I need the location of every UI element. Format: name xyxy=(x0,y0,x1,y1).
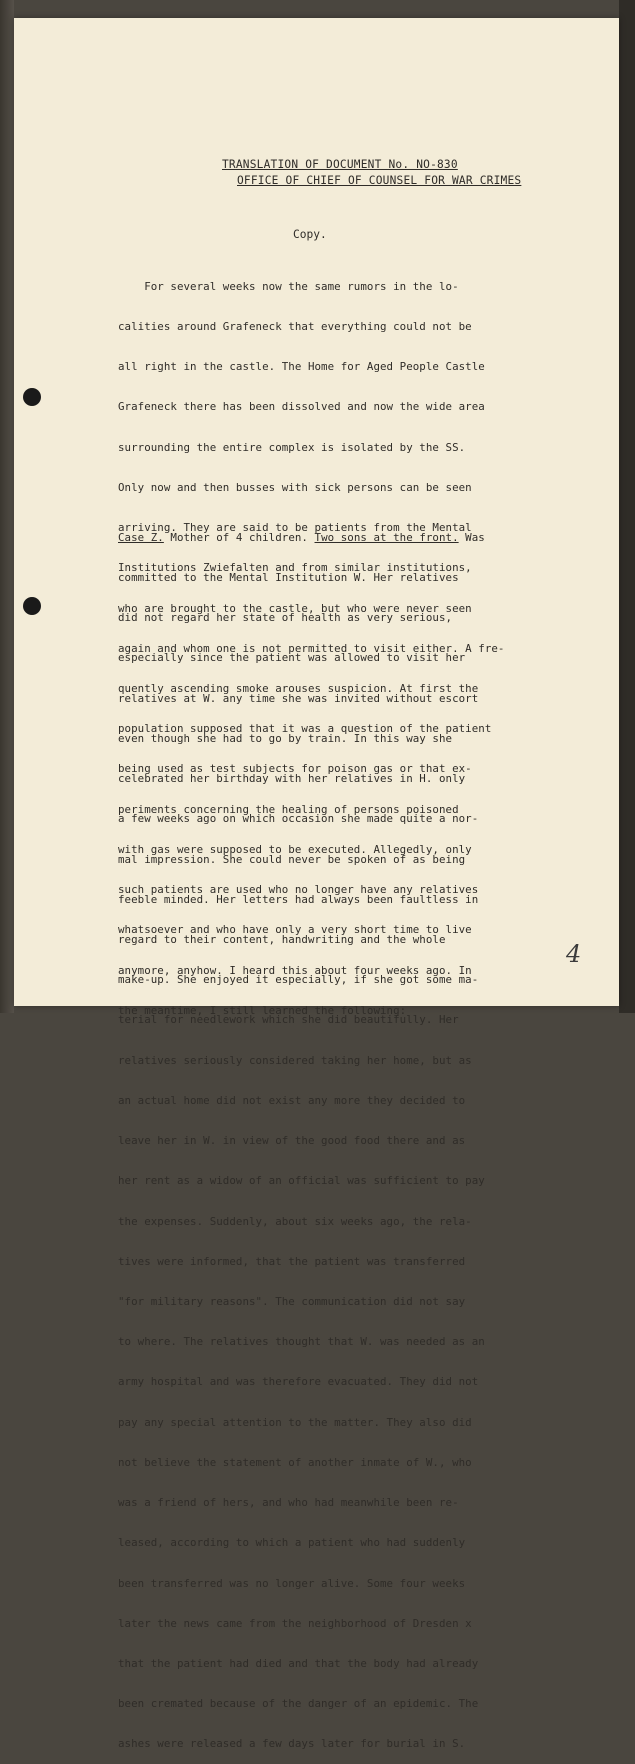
text-line: her rent as a widow of an official was sufficient to pay xyxy=(118,1174,485,1188)
header-line-1: TRANSLATION OF DOCUMENT No. NO-830 xyxy=(222,158,458,171)
text-line: the meantime, I still learned the following: xyxy=(118,1003,407,1017)
text-line: population supposed that it was a question of the patient xyxy=(118,722,492,736)
text-line: Institutions Zwiefalten and from similar institutions, xyxy=(118,561,472,575)
text-line: being used as test subjects for poison gas or that ex- xyxy=(118,762,472,776)
text-line: make-up. She enjoyed it especially, if she got some ma- xyxy=(118,973,479,987)
text-line: regard to their content, handwriting and the whole xyxy=(118,933,446,946)
case-intro-end: Was xyxy=(458,530,485,544)
text-line: all right in the castle. The Home for Aged People Castle xyxy=(118,360,485,374)
case-heading-line xyxy=(118,531,485,544)
text-line: whatsoever and who have only a very short time to live xyxy=(118,923,472,937)
text-line: later the news came from the neighborhood of Dresden x xyxy=(118,1616,472,1630)
text-line: pay any special attention to the matter. They also did xyxy=(118,1415,472,1429)
text-line: who are brought to the castle, but who were never seen xyxy=(118,601,472,615)
text-line: to where. The relatives thought that W. was needed as an xyxy=(118,1335,485,1349)
handwritten-page-number: 4 xyxy=(566,940,582,968)
text-line: Grafeneck there has been dissolved and now the wide area xyxy=(118,400,485,414)
text-line: been transferred was no longer alive. Some four weeks xyxy=(118,1576,466,1590)
punch-hole-top xyxy=(23,388,41,406)
text-line: that the patient had died and that the body had already xyxy=(118,1656,479,1670)
text-line: army hospital and was therefore evacuated. They did not xyxy=(118,1375,479,1389)
text-line: calities around Grafeneck that everything could not be xyxy=(118,320,472,334)
text-line: arriving. They are said to be patients from the Mental xyxy=(118,521,472,535)
text-line: such patients are used who no longer have any relatives xyxy=(118,883,479,897)
punch-hole-bottom xyxy=(23,597,41,615)
text-line: celebrated her birthday with her relatives in H. only xyxy=(118,772,466,786)
case-label: Case Z. xyxy=(118,530,164,544)
text-line: mal impression. She could never be spoken of as being xyxy=(118,852,466,866)
case-sons-at-front: Two sons at the front. xyxy=(314,530,459,544)
text-line: tives were informed, that the patient was transferred xyxy=(118,1254,466,1268)
text-line: a few weeks ago on which occasion she made quite a nor- xyxy=(118,812,479,826)
left-scan-edge xyxy=(0,0,14,1013)
document-header xyxy=(222,157,521,189)
text-line: an actual home did not exist any more they decided to xyxy=(118,1093,466,1107)
text-line: did not regard her state of health as very serious, xyxy=(118,611,453,625)
text-line: leased, according to which a patient who had suddenly xyxy=(118,1536,466,1550)
text-line: leave her in W. in view of the good food there and as xyxy=(118,1134,466,1148)
text-line: ashes were released a few days later for burial in S. xyxy=(118,1737,466,1751)
text-line: was a friend of hers, and who had meanwhile been re- xyxy=(118,1496,459,1510)
text-line: "for military reasons". The communication did not say xyxy=(118,1294,466,1308)
text-line: periments concerning the healing of persons poisoned xyxy=(118,802,459,816)
paragraph-2 xyxy=(118,504,485,1764)
text-line: relatives seriously considered taking her home, but as xyxy=(118,1053,472,1067)
text-line: not believe the statement of another inmate of W., who xyxy=(118,1455,472,1469)
text-line: been cremated because of the danger of an epidemic. The xyxy=(118,1697,479,1711)
text-line: For several weeks now the same rumors in the lo- xyxy=(118,279,459,293)
text-line: quently ascending smoke arouses suspicion. At first the xyxy=(118,682,479,695)
text-line: surrounding the entire complex is isolated by the SS. xyxy=(118,440,466,454)
text-line: with gas were supposed to be executed. Allegedly, only xyxy=(118,842,472,856)
header-line-2: OFFICE OF CHIEF OF COUNSEL FOR WAR CRIMES xyxy=(237,174,522,187)
text-line: feeble minded. Her letters had always been faultless in xyxy=(118,892,479,906)
text-line: relatives at W. any time she was invited without escort xyxy=(118,691,479,705)
text-line: Only now and then busses with sick persons can be seen xyxy=(118,480,472,494)
text-line: even though she had to go by train. In this way she xyxy=(118,731,453,745)
case-intro: Mother of 4 children. xyxy=(163,530,315,544)
copy-label: Copy. xyxy=(293,228,327,241)
text-line: especially since the patient was allowed to visit her xyxy=(118,651,466,665)
text-line: anymore, anyhow. I heard this about four weeks ago. In xyxy=(118,963,472,977)
text-line: terial for needlework which she did beautifully. Her xyxy=(118,1013,459,1027)
text-line: committed to the Mental Institution W. Her relatives xyxy=(118,571,459,585)
text-line: again and whom one is not permitted to visit either. A fre- xyxy=(118,641,505,655)
text-line: the expenses. Suddenly, about six weeks ago, the rela- xyxy=(118,1214,472,1228)
right-scan-edge xyxy=(619,0,635,1013)
